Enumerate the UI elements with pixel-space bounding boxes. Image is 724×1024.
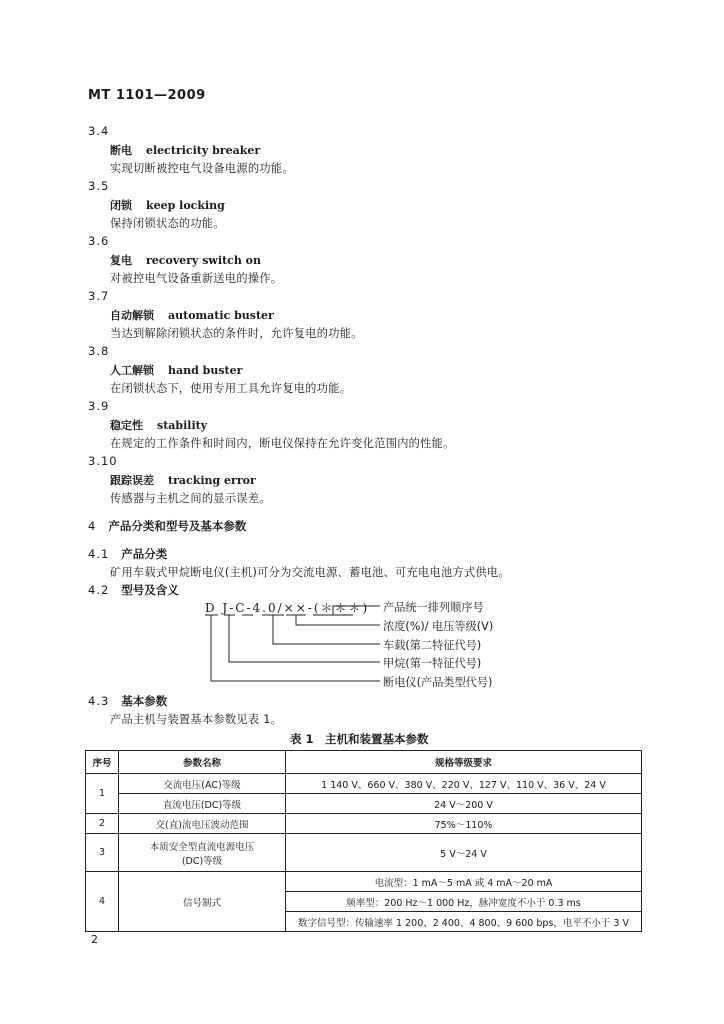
term-title: 跟踪误差 tracking error <box>110 474 256 487</box>
table-cell: 电流型：1 mA～5 mA 或 4 mA～20 mA <box>286 872 642 892</box>
term-number: 3.4 <box>88 124 110 138</box>
term-title: 断电 electricity breaker <box>110 144 261 157</box>
table-header: 序号 <box>86 751 119 774</box>
term-definition: 对被控电气设备重新送电的操作。 <box>110 272 283 285</box>
table-cell: 频率型：200 Hz～1 000 Hz，脉冲宽度不小于 0.3 ms <box>286 892 642 912</box>
table-cell: 1 140 V、660 V、380 V、220 V、127 V、110 V、36 V、24 V <box>286 774 642 794</box>
model-label: 浓度(%)/ 电压等级(V) <box>383 620 494 633</box>
paragraph: 产品主机与装置基本参数见表 1。 <box>110 713 283 726</box>
cell-line: 本质安全型直流电源电压 <box>149 841 255 853</box>
cell-line: (DC)等级 <box>181 855 223 867</box>
table-header: 参数名称 <box>119 751 286 774</box>
term-title: 自动解锁 automatic buster <box>110 309 274 322</box>
table-row <box>86 794 642 814</box>
table-cell: 3 <box>86 834 119 872</box>
parameters-table <box>85 750 642 932</box>
table-row <box>86 834 642 872</box>
table-cell <box>119 834 286 872</box>
term-number: 3.5 <box>88 179 110 193</box>
term-definition: 实现切断被控电气设备电源的功能。 <box>110 162 294 175</box>
table-row <box>86 774 642 794</box>
term-definition: 传感器与主机之间的显示误差。 <box>110 492 271 505</box>
table-cell: 1 <box>86 774 119 814</box>
subsection-heading: 4.3 基本参数 <box>88 694 168 708</box>
section-heading: 4 产品分类和型号及基本参数 <box>88 519 247 533</box>
model-label: 车载(第二特征代号) <box>383 639 482 652</box>
page-number: 2 <box>91 933 98 946</box>
term-title: 人工解锁 hand buster <box>110 364 243 377</box>
term-definition: 在规定的工作条件和时间内，断电仪保持在允许变化范围内的性能。 <box>110 437 455 450</box>
table-row <box>86 814 642 834</box>
subsection-heading: 4.2 型号及含义 <box>88 583 179 597</box>
table-cell: 4 <box>86 872 119 932</box>
term-definition: 在闭锁状态下，使用专用工具允许复电的功能。 <box>110 382 352 395</box>
table-cell: 2 <box>86 814 119 834</box>
table-header: 规格等级要求 <box>286 751 642 774</box>
term-number: 3.6 <box>88 234 110 248</box>
term-number: 3.9 <box>88 399 110 413</box>
table-caption: 表 1 主机和装置基本参数 <box>290 732 429 746</box>
paragraph: 矿用车载式甲烷断电仪(主机)可分为交流电源、蓄电池、可充电电池方式供电。 <box>110 566 510 579</box>
leader-concentration <box>296 615 380 625</box>
table-cell: 24 V～200 V <box>286 794 642 814</box>
model-label: 断电仪(产品类型代号) <box>383 676 493 689</box>
table-cell: 数字信号型：传输速率 1 200、2 400、4 800、9 600 bps，电平不小于 3 V <box>286 912 642 932</box>
table-cell: 直流电压(DC)等级 <box>119 794 286 814</box>
leader-serial <box>333 606 380 615</box>
term-definition: 当达到解除闭锁状态的条件时，允许复电的功能。 <box>110 327 363 340</box>
model-label: 产品统一排列顺序号 <box>383 601 484 614</box>
table-cell: 信号制式 <box>119 872 286 932</box>
table-row <box>86 872 642 892</box>
term-number: 3.10 <box>88 454 118 468</box>
leader-vehicle <box>273 615 380 644</box>
table-cell: 5 V～24 V <box>286 834 642 872</box>
term-title: 闭锁 keep locking <box>110 199 225 212</box>
term-title: 复电 recovery switch on <box>110 254 262 267</box>
term-title: 稳定性 stability <box>110 419 208 432</box>
term-definition: 保持闭锁状态的功能。 <box>110 217 225 230</box>
table-cell: 75%～110% <box>286 814 642 834</box>
standard-code: MT 1101—2009 <box>88 88 206 103</box>
subsection-heading: 4.1 产品分类 <box>88 547 168 561</box>
table-header-row <box>86 751 642 774</box>
table-cell: 交(直)流电压波动范围 <box>119 814 286 834</box>
leader-methane <box>229 615 380 662</box>
model-code: D J-C-4.0/××-(＊＊＊) <box>205 601 370 615</box>
table-cell: 交流电压(AC)等级 <box>119 774 286 794</box>
term-number: 3.8 <box>88 344 110 358</box>
model-label: 甲烷(第一特征代号) <box>383 657 482 670</box>
term-number: 3.7 <box>88 289 110 303</box>
